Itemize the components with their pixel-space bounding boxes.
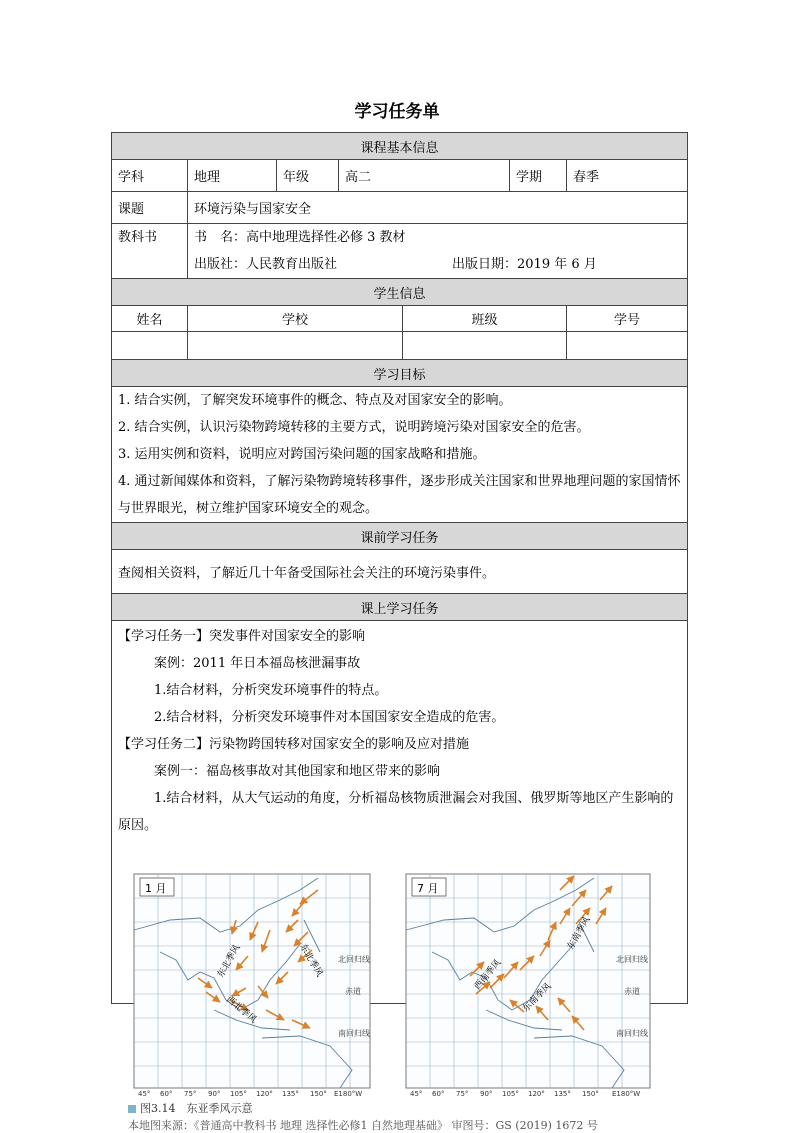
- svg-text:75°: 75°: [456, 1090, 469, 1098]
- page-title: 学习任务单: [354, 102, 440, 122]
- figure-caption: [128, 1100, 253, 1116]
- svg-text:90°: 90°: [480, 1090, 493, 1098]
- topic-label: 课题: [112, 192, 188, 224]
- id-input-cell[interactable]: [567, 332, 688, 360]
- subject-value: 地理: [188, 160, 277, 192]
- student-info-header: 学生信息: [112, 279, 688, 306]
- publisher-line: 出版社：人民教育出版社: [194, 257, 338, 272]
- goal-item: 2. 结合实例，认识污染物跨境转移的主要方式，说明跨境污染对国家安全的危害。: [118, 420, 590, 435]
- july-map: [406, 874, 650, 1098]
- school-input-cell[interactable]: [188, 332, 403, 360]
- svg-text:45°: 45°: [138, 1090, 151, 1098]
- lat-label: 北回归线: [616, 955, 648, 964]
- term-value: 春季: [567, 160, 688, 192]
- term-label: 学期: [510, 160, 567, 192]
- task2-title: 【学习任务二】污染物跨国转移对国家安全的影响及应对措施: [118, 737, 470, 752]
- col-id: 学号: [567, 306, 688, 332]
- january-label: 1 月: [145, 882, 167, 895]
- january-map: [134, 874, 370, 1098]
- goal-item: 1. 结合实例，了解突发环境事件的概念、特点及对国家安全的影响。: [118, 393, 512, 408]
- pre-class-text: 查阅相关资料，了解近几十年备受国际社会关注的环境污染事件。: [112, 550, 688, 594]
- svg-text:60°: 60°: [160, 1090, 173, 1098]
- grade-label: 年级: [277, 160, 339, 192]
- svg-text:105°: 105°: [502, 1090, 519, 1098]
- pre-class-header: 课前学习任务: [112, 523, 688, 550]
- lat-label: 南回归线: [338, 1029, 370, 1038]
- svg-text:105°: 105°: [230, 1090, 247, 1098]
- monsoon-label: 西南季风: [472, 957, 504, 992]
- monsoon-label: 东北季风: [297, 942, 325, 979]
- monsoon-label: 西北季风: [224, 994, 259, 1026]
- svg-text:150°: 150°: [310, 1090, 327, 1098]
- monsoon-label: 东北季风: [215, 943, 243, 980]
- task1-question: 2.结合材料，分析突发环境事件对本国国家安全造成的危害。: [154, 710, 505, 725]
- july-lon-labels: [410, 1090, 640, 1098]
- monsoon-label: 东南季风: [521, 981, 554, 1015]
- svg-text:60°: 60°: [432, 1090, 445, 1098]
- svg-text:E180°W: E180°W: [612, 1090, 641, 1098]
- svg-text:150°: 150°: [582, 1090, 599, 1098]
- svg-text:120°: 120°: [528, 1090, 545, 1098]
- textbook-label: 教科书: [112, 224, 188, 279]
- class-input-cell[interactable]: [403, 332, 567, 360]
- name-input-cell[interactable]: [112, 332, 188, 360]
- january-map-frame: [134, 874, 370, 1088]
- lat-label: 南回归线: [616, 1029, 648, 1038]
- caption-text: 图3.14 东亚季风示意: [140, 1102, 253, 1115]
- textbook-info: [188, 224, 688, 279]
- task1-title: 【学习任务一】突发事件对国家安全的影响: [118, 629, 366, 644]
- task2-question: 1.结合材料，从大气运动的角度，分析福岛核物质泄漏会对我国、俄罗斯等地区产生影响的原因。: [118, 791, 674, 833]
- lat-label: 赤道: [345, 987, 361, 996]
- col-class: 班级: [403, 306, 567, 332]
- svg-text:75°: 75°: [184, 1090, 197, 1098]
- svg-text:120°: 120°: [256, 1090, 273, 1098]
- goal-item: 3. 运用实例和资料，说明应对跨国污染问题的国家战略和措施。: [118, 447, 486, 462]
- caption-square-icon: [128, 1105, 136, 1113]
- course-info-header: 课程基本信息: [112, 133, 688, 160]
- book-line: 书 名：高中地理选择性必修 3 教材: [194, 230, 406, 245]
- july-map-frame: [406, 874, 650, 1088]
- lat-label: 北回归线: [338, 955, 370, 964]
- topic-value: 环境污染与国家安全: [188, 192, 688, 224]
- in-class-header: 课上学习任务: [112, 594, 688, 621]
- goals-list: [112, 387, 688, 523]
- publisher-row: [194, 251, 681, 278]
- svg-text:E180°W: E180°W: [334, 1090, 363, 1098]
- january-lon-labels: [138, 1090, 362, 1098]
- grade-value: 高二: [339, 160, 510, 192]
- task1-question: 1.结合材料，分析突发环境事件的特点。: [154, 683, 388, 698]
- col-school: 学校: [188, 306, 403, 332]
- publish-date: 出版日期：2019 年 6 月: [452, 257, 597, 272]
- task2-case: 案例一：福岛核事故对其他国家和地区带来的影响: [154, 764, 441, 779]
- figure-footnote: 本地图来源：《普通高中教科书 地理 选择性必修1 自然地理基础》 审图号：GS (2019) 1672 号: [128, 1119, 598, 1132]
- svg-text:45°: 45°: [410, 1090, 423, 1098]
- svg-text:135°: 135°: [282, 1090, 299, 1098]
- monsoon-label: 东南季风: [565, 915, 593, 952]
- col-name: 姓名: [112, 306, 188, 332]
- goals-header: 学习目标: [112, 360, 688, 387]
- task1-case: 案例：2011 年日本福岛核泄漏事故: [154, 656, 361, 671]
- lat-label: 赤道: [624, 987, 640, 996]
- svg-text:135°: 135°: [554, 1090, 571, 1098]
- goal-item: 4. 通过新闻媒体和资料，了解污染物跨境转移事件，逐步形成关注国家和世界地理问题的家国情怀与世界眼光，树立维护国家环境安全的观念。: [118, 474, 681, 516]
- subject-label: 学科: [112, 160, 188, 192]
- svg-text:90°: 90°: [208, 1090, 221, 1098]
- july-label: 7 月: [417, 882, 439, 895]
